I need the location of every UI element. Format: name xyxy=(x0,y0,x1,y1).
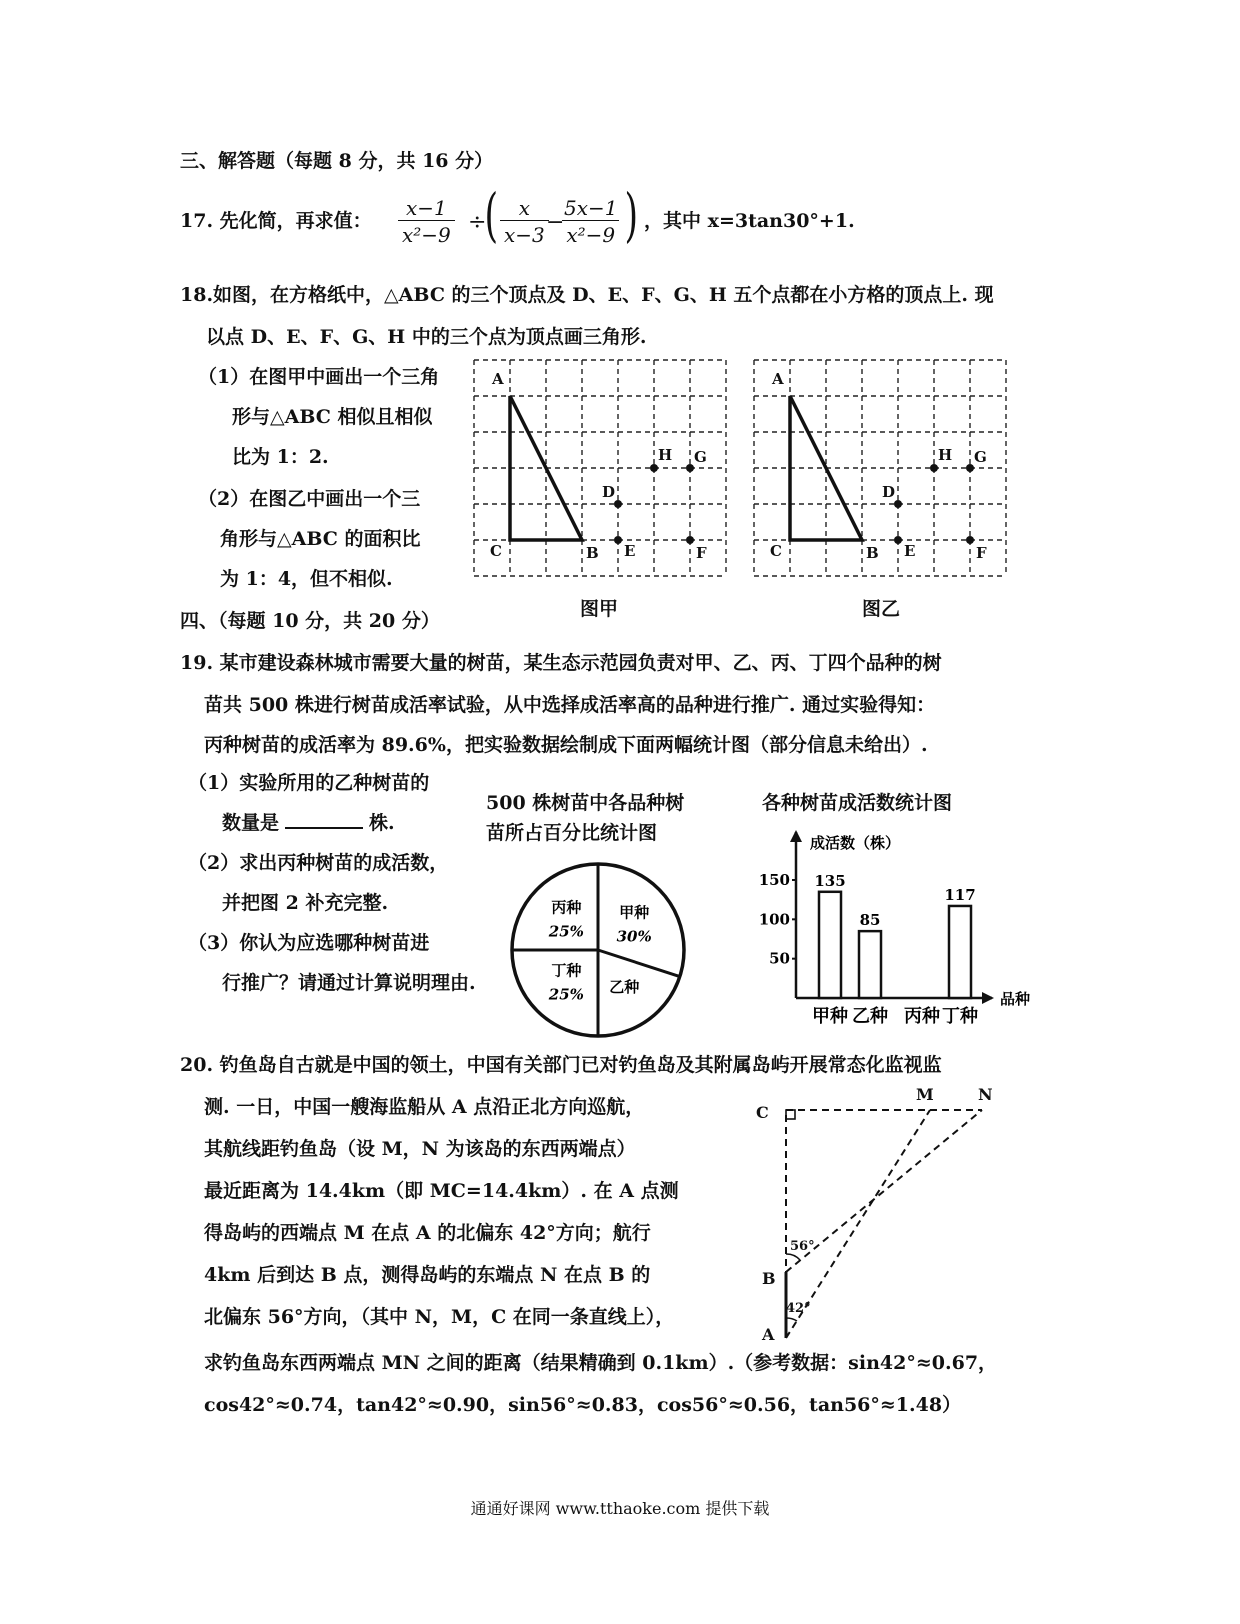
point-g xyxy=(686,464,694,472)
q17-fraction-1 xyxy=(398,196,455,247)
q19-part3-line-2: 行推广？请通过计算说明理由. xyxy=(222,972,476,994)
q17-fraction-2 xyxy=(500,196,549,247)
q17-prefix: 17. 先化简，再求值： xyxy=(180,210,372,232)
q19-part1-line-2 xyxy=(222,814,395,833)
label-c: C xyxy=(756,1103,769,1122)
label-c: C xyxy=(490,542,502,560)
q20-line-9: cos42°≈0.74，tan42°≈0.90，sin56°≈0.83，cos56°≈0.56，tan56°≈1.48） xyxy=(204,1394,962,1416)
label-m: M xyxy=(916,1085,934,1104)
category-label: 甲种 xyxy=(812,1006,848,1027)
q17-fraction-2-numerator: x xyxy=(518,196,531,220)
q20-line-8: 求钓鱼岛东西两端点 MN 之间的距离（结果精确到 0.1km）.（参考数据：sin42°≈0.67， xyxy=(204,1352,998,1374)
y-axis-label: 成活数（株） xyxy=(810,834,901,852)
label-e: E xyxy=(624,542,636,560)
q17-fraction-3 xyxy=(560,196,622,247)
angle-arc-42 xyxy=(786,1318,797,1321)
q19-line-1: 19. 某市建设森林城市需要大量的树苗，某生态示范园负责对甲、乙、丙、丁四个品种的树 xyxy=(180,652,942,674)
pie-slice-name: 甲种 xyxy=(619,903,650,922)
label-a: A xyxy=(762,1325,775,1344)
q17-fraction-3-numerator: 5x−1 xyxy=(564,196,618,220)
pie-slice-percent: 25% xyxy=(548,985,584,1004)
section-heading-4: 四、（每题 10 分，共 20 分） xyxy=(180,610,440,632)
q18-line-2: 以点 D、E、F、G、H 中的三个点为顶点画三角形. xyxy=(206,326,647,348)
label-h: H xyxy=(938,446,953,464)
bar xyxy=(859,931,881,998)
label-a: A xyxy=(492,370,504,388)
angle-arc-56 xyxy=(786,1254,800,1260)
q19-part2-line-2: 并把图 2 补充完整. xyxy=(222,892,389,914)
grid-figure-jia xyxy=(470,356,740,582)
q17-left-paren: ( xyxy=(484,181,499,249)
q20-line-4: 最近距离为 14.4km（即 MC=14.4km）. 在 A 点测 xyxy=(204,1180,679,1202)
bar-chart xyxy=(752,820,1052,1034)
label-b: B xyxy=(762,1269,776,1288)
x-axis-label: 品种 xyxy=(1000,990,1031,1008)
q17-suffix: ，其中 x=3tan30°+1. xyxy=(644,210,855,232)
grid-figure-yi xyxy=(750,356,1020,582)
q18-part1-line-3: 比为 1：2. xyxy=(232,446,329,468)
q19-part3-line-1: （3）你认为应选哪种树苗进 xyxy=(188,932,430,954)
point-h xyxy=(930,464,938,472)
q17-fraction-3-denominator: x²−9 xyxy=(562,220,619,247)
bar-value-label: 85 xyxy=(859,911,881,930)
q18-line-1: 18.如图，在方格纸中，△ABC 的三个顶点及 D、E、F、G、H 五个点都在小方格的顶点上. 现 xyxy=(180,284,994,306)
q17-right-paren: ) xyxy=(624,181,639,249)
label-h: H xyxy=(658,446,673,464)
q19-part2-line-1: （2）求出丙种树苗的成活数， xyxy=(188,852,449,874)
q17-minus-sign: − xyxy=(546,210,565,235)
point-f xyxy=(686,536,694,544)
q19-line-3: 丙种树苗的成活率为 89.6%，把实验数据绘制成下面两幅统计图（部分信息未给出）. xyxy=(204,734,928,756)
point-d xyxy=(894,500,902,508)
category-label: 乙种 xyxy=(852,1006,888,1027)
q18-part2-line-3: 为 1：4，但不相似. xyxy=(220,568,393,590)
label-d: D xyxy=(882,483,896,501)
angle-label-56: 56° xyxy=(790,1239,815,1254)
q18-part2-line-1: （2）在图乙中画出一个三 xyxy=(198,488,421,510)
q20-line-7: 北偏东 56°方向，（其中 N，M，C 在同一条直线上）， xyxy=(204,1306,675,1328)
pie-slice-name: 丙种 xyxy=(551,898,582,917)
point-h xyxy=(650,464,658,472)
category-label: 丁种 xyxy=(942,1006,978,1027)
pie-slice-name: 乙种 xyxy=(609,978,640,997)
q20-line-2: 测. 一日，中国一艘海监船从 A 点沿正北方向巡航， xyxy=(204,1096,645,1118)
label-g: G xyxy=(694,448,707,466)
label-b: B xyxy=(586,544,599,562)
q17-fraction-2-denominator: x−3 xyxy=(500,220,549,247)
caption-jia: 图甲 xyxy=(580,598,619,620)
label-b: B xyxy=(866,544,879,562)
pie-divider xyxy=(598,950,680,977)
bar-value-label: 117 xyxy=(944,885,976,904)
bar-value-label: 135 xyxy=(814,871,846,890)
pie-slice-percent: 30% xyxy=(616,927,652,946)
right-angle-mark xyxy=(786,1110,795,1119)
q20-line-3: 其航线距钓鱼岛（设 M，N 为该岛的东西两端点） xyxy=(204,1138,636,1160)
q19-line-2: 苗共 500 株进行树苗成活率试验，从中选择成活率高的品种进行推广. 通过实验得知： xyxy=(204,694,936,716)
point-d xyxy=(614,500,622,508)
label-d: D xyxy=(602,483,616,501)
point-e xyxy=(614,536,622,544)
y-tick-label: 50 xyxy=(769,949,790,968)
navigation-figure xyxy=(752,1076,1012,1346)
y-tick-label: 150 xyxy=(758,871,790,889)
q20-line-5: 得岛屿的西端点 M 在点 A 的北偏东 42°方向；航行 xyxy=(204,1222,651,1244)
point-f xyxy=(966,536,974,544)
q18-part1-line-2: 形与△ABC 相似且相似 xyxy=(232,406,433,428)
line-b-n xyxy=(786,1110,982,1272)
point-g xyxy=(966,464,974,472)
label-f: F xyxy=(976,544,987,562)
angle-label-42: 42° xyxy=(786,1301,811,1316)
q18-part2-line-2: 角形与△ABC 的面积比 xyxy=(220,528,421,550)
pie-slice-name: 丁种 xyxy=(551,961,582,980)
pie-chart xyxy=(508,860,688,1040)
point-e xyxy=(894,536,902,544)
x-axis-arrow xyxy=(982,992,994,1004)
q17-divide-sign: ÷ xyxy=(468,210,487,235)
q18-part1-line-1: （1）在图甲中画出一个三角 xyxy=(198,366,440,388)
label-f: F xyxy=(696,544,707,562)
pie-chart-title-line-2: 苗所占百分比统计图 xyxy=(486,822,658,844)
label-c: C xyxy=(770,542,782,560)
bar xyxy=(949,906,971,998)
y-axis-arrow xyxy=(790,830,802,842)
y-tick-label: 100 xyxy=(758,910,790,929)
q20-line-1: 20. 钓鱼岛自古就是中国的领土，中国有关部门已对钓鱼岛及其附属岛屿开展常态化监视监 xyxy=(180,1054,942,1076)
footer-credit: 通通好课网 www.tthaoke.com 提供下载 xyxy=(470,1499,770,1518)
section-heading-3: 三、解答题（每题 8 分，共 16 分） xyxy=(180,150,494,172)
pie-slice-percent: 25% xyxy=(548,922,584,941)
label-n: N xyxy=(978,1085,993,1104)
q19-part1-text-b: 株. xyxy=(369,812,395,834)
category-label: 丙种 xyxy=(904,1006,940,1027)
bar-chart-title: 各种树苗成活数统计图 xyxy=(762,792,953,814)
q19-part1-text-a: 数量是 xyxy=(222,812,280,834)
label-g: G xyxy=(974,448,987,466)
bar xyxy=(819,892,841,998)
q19-part1-line-1: （1）实验所用的乙种树苗的 xyxy=(188,772,430,794)
answer-blank[interactable] xyxy=(285,827,363,829)
q20-line-6: 4km 后到达 B 点，测得岛屿的东端点 N 在点 B 的 xyxy=(204,1264,651,1286)
q17-fraction-1-denominator: x²−9 xyxy=(398,220,455,247)
q17-fraction-1-numerator: x−1 xyxy=(406,196,447,220)
caption-yi: 图乙 xyxy=(862,598,901,620)
pie-chart-title-line-1: 500 株树苗中各品种树 xyxy=(486,792,685,814)
label-e: E xyxy=(904,542,916,560)
label-a: A xyxy=(772,370,784,388)
